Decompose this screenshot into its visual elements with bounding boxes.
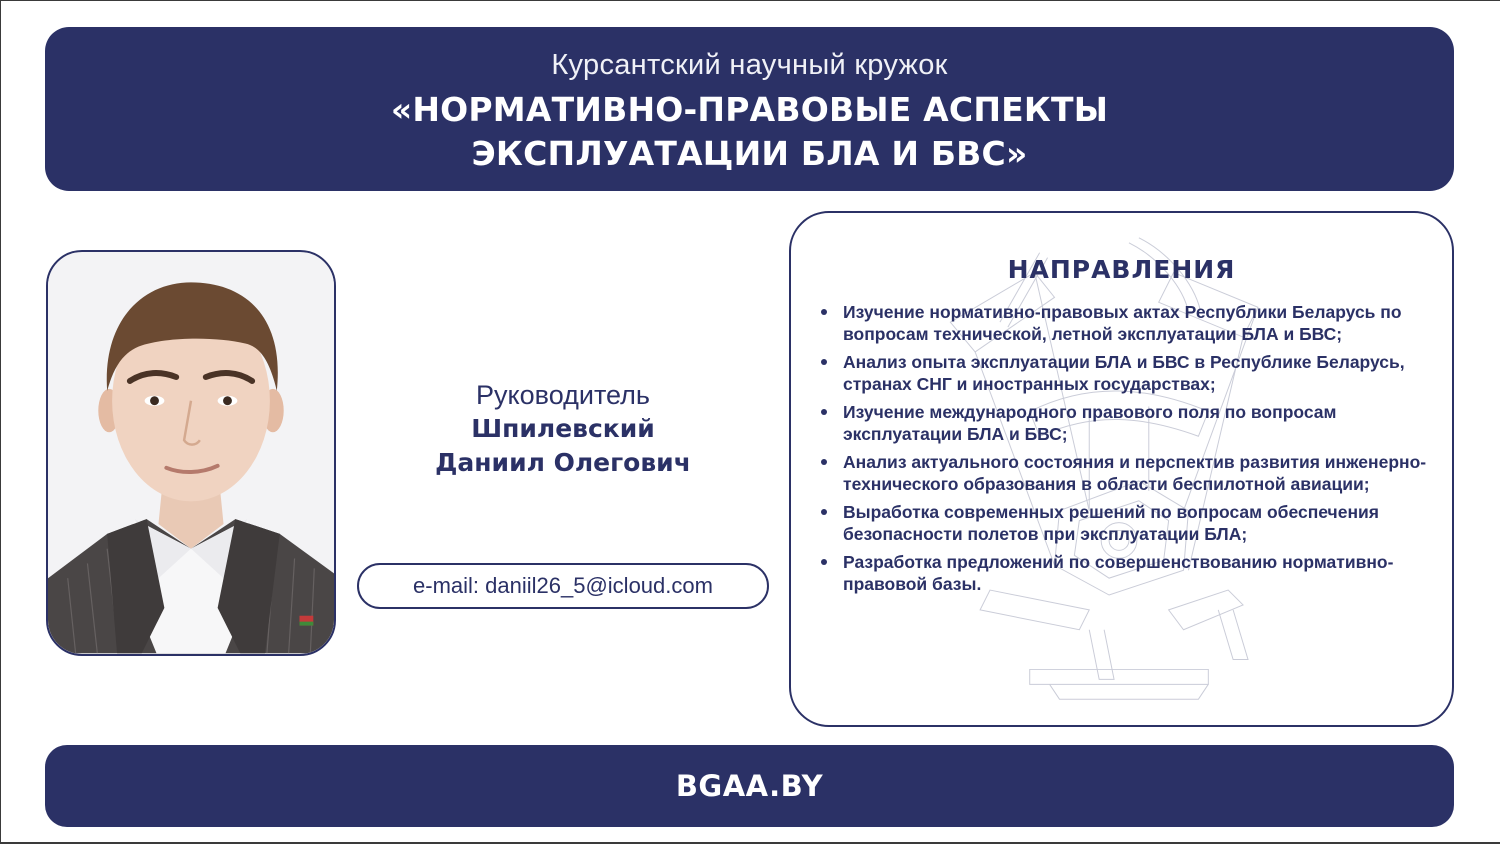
header-banner [45, 27, 1454, 191]
leader-surname: Шпилевский [471, 414, 655, 443]
leader-photo [46, 250, 336, 656]
leader-role: Руководитель [476, 380, 650, 410]
directions-title: НАПРАВЛЕНИЯ [1007, 255, 1236, 284]
website-link[interactable]: BGAA.BY [675, 769, 824, 803]
direction-item: Изучение нормативно-правовых актах Республики Беларусь по вопросам технической, летной эксплуатации БЛА и БВС; [819, 301, 1439, 345]
directions-panel [789, 211, 1454, 727]
leader-given-names: Даниил Олегович [435, 448, 691, 477]
direction-item: Выработка современных решений по вопросам обеспечения безопасности полетов при эксплуатации БЛА; [819, 501, 1439, 545]
club-title-line-2: ЭКСПЛУАТАЦИИ БЛА И БВС» [471, 134, 1028, 173]
club-title [391, 88, 1108, 176]
direction-item: Разработка предложений по совершенствованию нормативно-правовой базы. [819, 551, 1439, 595]
direction-item: Анализ актуального состояния и перспектив развития инженерно-технического образования в области беспилотной авиации; [819, 451, 1439, 495]
club-title-line-1: «НОРМАТИВНО-ПРАВОВЫЕ АСПЕКТЫ [390, 90, 1109, 129]
direction-item: Изучение международного правового поля по вопросам эксплуатации БЛА и БВС; [819, 401, 1439, 445]
direction-item: Анализ опыта эксплуатации БЛА и БВС в Республике Беларусь, странах СНГ и иностранных государствах; [819, 351, 1439, 395]
email-contact[interactable] [357, 563, 769, 609]
club-subtitle: Курсантский научный кружок [551, 49, 948, 81]
email-text[interactable]: e-mail: daniil26_5@icloud.com [413, 573, 713, 598]
directions-list [819, 301, 1439, 595]
leader-info [357, 378, 769, 480]
footer-banner [45, 745, 1454, 827]
portrait-photo-icon [48, 252, 334, 654]
